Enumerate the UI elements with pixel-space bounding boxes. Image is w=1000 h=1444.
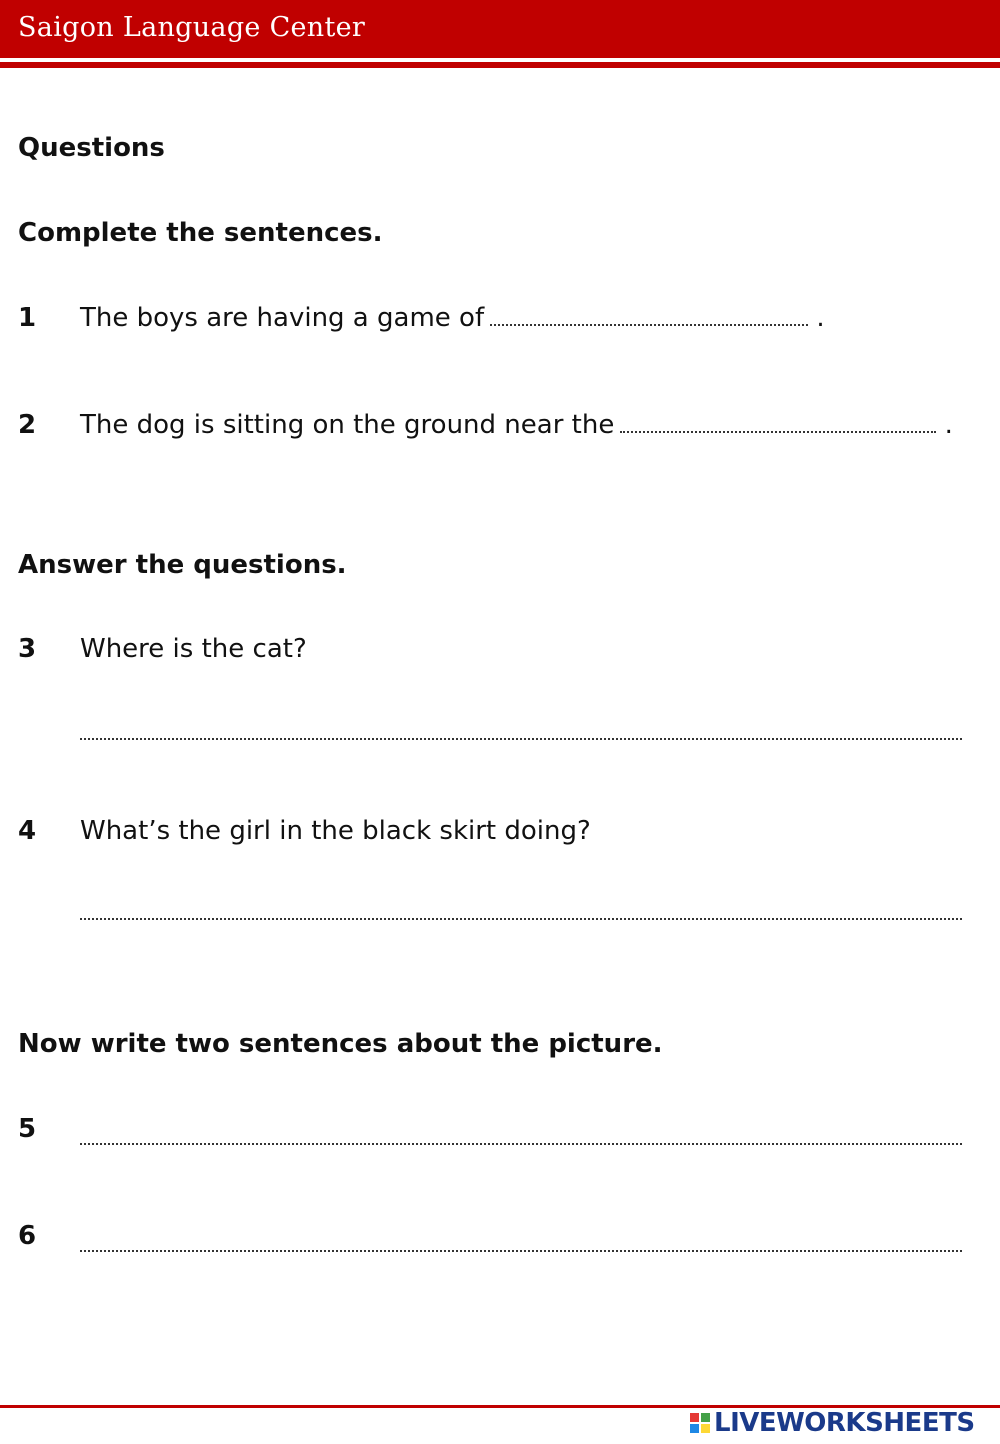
question-4-number: 4	[18, 816, 37, 846]
questions-heading: Questions	[18, 133, 165, 163]
question-6-answer-line[interactable]	[80, 1250, 962, 1252]
question-1-answer-blank[interactable]	[490, 320, 808, 326]
question-5-answer-line[interactable]	[80, 1143, 962, 1145]
write-sentences-heading: Now write two sentences about the picture.	[18, 1029, 663, 1059]
question-2-number: 2	[18, 410, 37, 440]
question-2-text: The dog is sitting on the ground near the	[80, 410, 615, 440]
question-1	[80, 305, 825, 331]
question-4-text: What’s the girl in the black skirt doing?	[80, 816, 591, 846]
question-4-answer-line[interactable]	[80, 918, 962, 920]
question-2-end: .	[944, 410, 953, 440]
question-1-end: .	[816, 303, 825, 333]
question-3-text: Where is the cat?	[80, 634, 307, 664]
liveworksheets-logo	[690, 1408, 975, 1438]
question-5-number: 5	[18, 1114, 37, 1144]
school-name: Saigon Language Center	[18, 12, 366, 43]
header-divider	[0, 62, 1000, 68]
question-3-number: 3	[18, 634, 37, 664]
question-3-answer-line[interactable]	[80, 738, 962, 740]
question-6-number: 6	[18, 1221, 37, 1251]
answer-questions-heading: Answer the questions.	[18, 550, 347, 580]
question-2	[80, 412, 953, 438]
liveworksheets-logo-icon	[690, 1413, 710, 1433]
liveworksheets-logo-text: LIVEWORKSHEETS	[714, 1408, 975, 1438]
question-1-text: The boys are having a game of	[80, 303, 485, 333]
question-2-answer-blank[interactable]	[620, 427, 936, 433]
header-bar	[0, 0, 1000, 58]
question-1-number: 1	[18, 303, 37, 333]
complete-sentences-heading: Complete the sentences.	[18, 218, 383, 248]
